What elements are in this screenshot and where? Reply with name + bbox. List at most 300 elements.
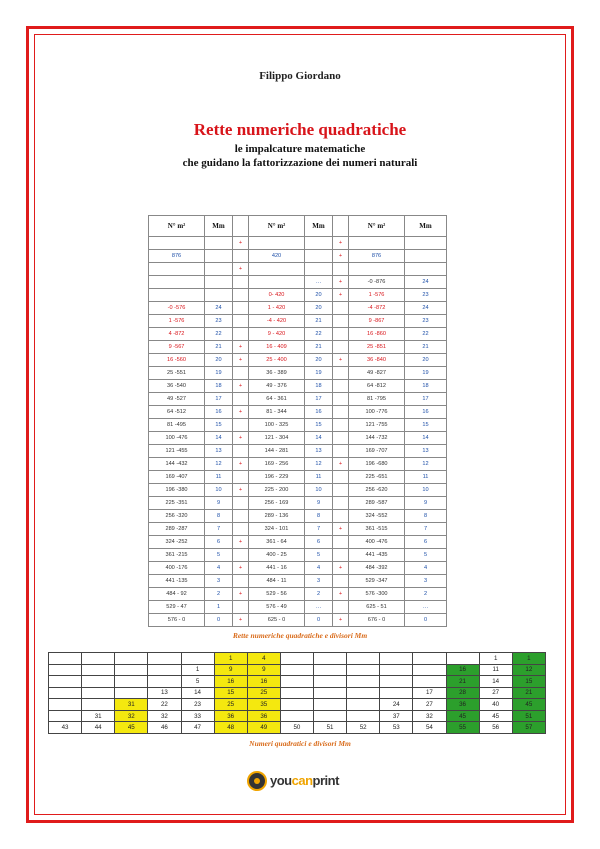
grid-cell [380,676,413,688]
table-row [149,340,447,353]
table-row [149,496,447,509]
grid-cell [49,664,82,676]
table-row [149,457,447,470]
grid-cell: 55 [446,722,479,734]
table-cell: 20 [305,353,333,366]
grid-cell: 33 [181,710,214,722]
table-cell [233,327,249,340]
grid-cell [280,664,313,676]
table-cell: 11 [405,470,447,483]
table-cell: 1 -576 [349,288,405,301]
table-cell: 3 [405,574,447,587]
grid-row [49,699,546,711]
header-cell: Mm [305,216,333,237]
grid-cell [148,676,181,688]
grid-cell [347,710,380,722]
table-cell: 36 -540 [149,379,205,392]
table-cell: 576 -300 [349,587,405,600]
table-cell: 49 -827 [349,366,405,379]
table-cell: -4 - 420 [249,314,305,327]
table-cell [233,548,249,561]
grid-cell: 43 [49,722,82,734]
table-cell [333,470,349,483]
table-cell: 49 -527 [149,392,205,405]
table-cell: 11 [205,470,233,483]
table-cell [405,249,447,262]
table-cell: 9 -567 [149,340,205,353]
table-cell: 16 -560 [149,353,205,366]
table-cell [305,236,333,249]
grid-cell [280,710,313,722]
table-cell [333,379,349,392]
table-cell: 64 -512 [149,405,205,418]
table-row [149,366,447,379]
table-cell: + [233,483,249,496]
table-cell: 12 [305,457,333,470]
table-cell: 14 [305,431,333,444]
table-row [149,444,447,457]
table-cell: 169 -407 [149,470,205,483]
table-cell [405,236,447,249]
table-cell [333,548,349,561]
table-cell: 289 - 136 [249,509,305,522]
table-cell [233,470,249,483]
table-cell: 20 [305,301,333,314]
table-cell [205,262,233,275]
table-cell [405,262,447,275]
table-cell [233,496,249,509]
grid-cell [49,653,82,665]
table-row [149,587,447,600]
table-cell: 121 -755 [349,418,405,431]
grid-cell [82,664,115,676]
table-cell [233,301,249,314]
grid-cell: 9 [214,664,247,676]
grid-cell [413,653,446,665]
table-cell: 256 - 169 [249,496,305,509]
table-cell: + [333,613,349,626]
table-cell: 10 [405,483,447,496]
table-cell: 256 -320 [149,509,205,522]
table-row [149,262,447,275]
grid-cell: 21 [512,687,545,699]
table-cell [333,535,349,548]
grid-cell: 1 [512,653,545,665]
grid-cell [413,676,446,688]
table-cell: 625 - 51 [349,600,405,613]
table-cell: 324 - 101 [249,522,305,535]
table-cell: 400 -476 [349,535,405,548]
table-row [149,288,447,301]
table-cell: 2 [205,587,233,600]
table-cell: 6 [205,535,233,548]
table-cell [149,275,205,288]
table-cell: + [333,236,349,249]
table-cell [205,275,233,288]
table-cell: + [333,522,349,535]
table-cell: 9 [205,496,233,509]
table-cell: 12 [405,457,447,470]
table-row [149,405,447,418]
table-cell [233,522,249,535]
table-cell [305,249,333,262]
table-cell: 441 -435 [349,548,405,561]
grid-cell [314,699,347,711]
table-cell: 19 [305,366,333,379]
table-row [149,379,447,392]
grid-cell: 21 [446,676,479,688]
grid-row [49,653,546,665]
table-cell: 8 [205,509,233,522]
table-cell: 22 [405,327,447,340]
table-cell: + [233,405,249,418]
grid-cell: 16 [214,676,247,688]
table-cell: + [333,275,349,288]
table-cell [233,444,249,457]
table-row [149,561,447,574]
table-cell: 16 [405,405,447,418]
table-cell [333,496,349,509]
grid-cell: 37 [380,710,413,722]
table-cell [333,431,349,444]
table-row [149,548,447,561]
grid-cell: 47 [181,722,214,734]
table-cell: 18 [205,379,233,392]
table-cell: 676 - 0 [349,613,405,626]
subtitle-line-1: le impalcature matematiche [234,143,366,155]
grid-cell: 36 [214,710,247,722]
table-cell: 7 [205,522,233,535]
table-row [149,574,447,587]
table-cell: 21 [305,314,333,327]
grid-cell: 27 [413,699,446,711]
grid-cell [115,653,148,665]
table-cell: 14 [205,431,233,444]
table-cell: 25 - 400 [249,353,305,366]
table-cell: 196 -380 [149,483,205,496]
table-cell [249,275,305,288]
table-cell: + [233,262,249,275]
table-cell: 25 -851 [349,340,405,353]
quadratic-grid-table [48,652,546,734]
grid-cell: 23 [181,699,214,711]
table-cell: 576 - 0 [149,613,205,626]
grid-cell: 32 [148,710,181,722]
table-cell [333,314,349,327]
table-cell: 196 - 229 [249,470,305,483]
table-cell: 15 [405,418,447,431]
table-cell: 6 [305,535,333,548]
table-cell [205,288,233,301]
grid-cell: 51 [512,710,545,722]
table-cell: + [233,353,249,366]
table-cell: -0 -576 [149,301,205,314]
table-cell: 121 - 304 [249,431,305,444]
grid-cell [314,664,347,676]
table-cell [333,405,349,418]
grid-row [49,710,546,722]
table-cell: + [233,379,249,392]
table-cell: 20 [205,353,233,366]
table-cell: 24 [405,275,447,288]
table-cell [233,288,249,301]
grid-caption: Numeri quadratici e divisori Mm [249,739,351,748]
table-cell [149,262,205,275]
table-cell: 10 [205,483,233,496]
table-cell: 169 -707 [349,444,405,457]
grid-cell: 22 [148,699,181,711]
table-cell [333,262,349,275]
grid-cell: 36 [247,710,280,722]
table-cell: 529 -347 [349,574,405,587]
grid-cell [148,653,181,665]
table-cell: 4 [305,561,333,574]
table-row [149,392,447,405]
grid-cell: 46 [148,722,181,734]
grid-cell [49,687,82,699]
grid-cell: 52 [347,722,380,734]
table-cell [333,392,349,405]
header-cell: Mm [405,216,447,237]
grid-cell [49,699,82,711]
table-cell: + [233,535,249,548]
table-cell: + [233,457,249,470]
table-cell: 121 -455 [149,444,205,457]
table-cell: 15 [205,418,233,431]
table-row [149,353,447,366]
table-cell: 0 [205,613,233,626]
table-cell [233,574,249,587]
grid-cell: 27 [479,687,512,699]
table-cell: 876 [349,249,405,262]
table-cell: + [233,613,249,626]
table-cell [233,275,249,288]
grid-wrap [48,652,546,734]
grid-cell [280,676,313,688]
grid-cell: 36 [446,699,479,711]
table-cell: 225 - 200 [249,483,305,496]
table-cell: 5 [405,548,447,561]
table-cell: 81 - 344 [249,405,305,418]
table-cell [233,509,249,522]
grid-cell: 56 [479,722,512,734]
grid-cell [446,653,479,665]
table-cell [233,418,249,431]
table-row [149,236,447,249]
table-cell [333,509,349,522]
grid-cell: 44 [82,722,115,734]
table-cell: + [233,340,249,353]
header-cell: N° m² [349,216,405,237]
table-cell: 420 [249,249,305,262]
grid-cell [49,710,82,722]
table-cell: 8 [305,509,333,522]
header-cell: Mm [205,216,233,237]
table-cell: 7 [305,522,333,535]
table-row [149,483,447,496]
grid-cell [314,687,347,699]
table-cell [333,444,349,457]
table-cell: 49 - 376 [249,379,305,392]
grid-cell [314,676,347,688]
grid-row [49,676,546,688]
grid-cell: 1 [214,653,247,665]
table-cell: 9 [405,496,447,509]
table-cell: 225 -351 [149,496,205,509]
table-cell: + [333,249,349,262]
table-cell: 1 - 420 [249,301,305,314]
table-caption: Rette numeriche quadratiche e divisori Mm [232,631,368,640]
table-cell [249,236,305,249]
table-cell: 23 [405,314,447,327]
grid-cell: 25 [214,699,247,711]
table-cell [249,262,305,275]
grid-cell: 15 [214,687,247,699]
table-row [149,535,447,548]
grid-cell: 45 [115,722,148,734]
table-cell: 16 -860 [349,327,405,340]
grid-cell: 4 [247,653,280,665]
table-cell: 361 -215 [149,548,205,561]
table-row [149,522,447,535]
table-cell: 22 [205,327,233,340]
table-row [149,314,447,327]
grid-cell [380,664,413,676]
grid-cell: 14 [181,687,214,699]
author: Filippo Giordano [259,70,341,82]
table-cell [333,483,349,496]
table-cell: 13 [205,444,233,457]
table-cell: 23 [205,314,233,327]
grid-cell [280,687,313,699]
table-header-row [149,216,447,237]
table-cell [349,236,405,249]
table-cell: 529 - 47 [149,600,205,613]
table-cell: + [233,236,249,249]
logo-icon [247,771,267,791]
table-cell: 16 [205,405,233,418]
table-cell: 0- 420 [249,288,305,301]
table-cell: 7 [405,522,447,535]
table-cell: 17 [205,392,233,405]
table-cell: 5 [205,548,233,561]
table-cell [305,262,333,275]
table-cell: + [233,561,249,574]
grid-cell [347,676,380,688]
table-cell: 196 -680 [349,457,405,470]
table-cell: 15 [305,418,333,431]
grid-cell [280,653,313,665]
table-cell: 225 -651 [349,470,405,483]
table-row [149,275,447,288]
grid-cell: 1 [479,653,512,665]
table-cell: … [305,275,333,288]
header-cell [333,216,349,237]
table-cell: 21 [405,340,447,353]
table-cell: 14 [405,431,447,444]
table-cell: + [333,457,349,470]
table-cell: 441 - 16 [249,561,305,574]
grid-cell: 53 [380,722,413,734]
grid-cell [82,699,115,711]
table-cell: 3 [205,574,233,587]
table-cell [233,600,249,613]
table-cell: … [405,600,447,613]
header-cell: N° m² [149,216,205,237]
table-cell [333,340,349,353]
table-row [149,509,447,522]
grid-cell: 32 [413,710,446,722]
table-cell [333,574,349,587]
table-cell [349,262,405,275]
grid-cell [314,653,347,665]
table-row [149,470,447,483]
grid-cell [347,687,380,699]
grid-cell [413,664,446,676]
table-cell: 24 [205,301,233,314]
table-cell: 361 -515 [349,522,405,535]
grid-cell: 32 [115,710,148,722]
table-cell: 21 [305,340,333,353]
table-cell [333,418,349,431]
table-cell: 18 [305,379,333,392]
table-cell: 9 -867 [349,314,405,327]
grid-cell [115,676,148,688]
table-cell [333,327,349,340]
grid-cell [82,676,115,688]
grid-cell [82,653,115,665]
table-row [149,613,447,626]
table-cell: 22 [305,327,333,340]
table-cell: 0 [305,613,333,626]
table-cell: 64 - 361 [249,392,305,405]
table-cell: 12 [205,457,233,470]
grid-cell [347,664,380,676]
table-cell: 81 -795 [349,392,405,405]
table-cell: -0 -876 [349,275,405,288]
table-cell: 361 - 64 [249,535,305,548]
table-cell: 400 -176 [149,561,205,574]
grid-cell: 51 [314,722,347,734]
grid-cell: 50 [280,722,313,734]
grid-cell: 16 [446,664,479,676]
book-title: Rette numeriche quadratiche [193,120,407,139]
table-cell [233,366,249,379]
table-cell [205,236,233,249]
table-cell: 19 [405,366,447,379]
table-cell: 17 [405,392,447,405]
grid-cell: 12 [512,664,545,676]
grid-row [49,687,546,699]
grid-cell: 40 [479,699,512,711]
grid-cell: 11 [479,664,512,676]
grid-cell: 54 [413,722,446,734]
table-cell: 20 [405,353,447,366]
table-cell: + [333,587,349,600]
table-cell: 18 [405,379,447,392]
grid-cell: 45 [479,710,512,722]
grid-cell: 31 [82,710,115,722]
table-cell: 441 -135 [149,574,205,587]
table-cell: 324 -252 [149,535,205,548]
table-row [149,249,447,262]
table-cell: 19 [205,366,233,379]
table-cell: 289 -287 [149,522,205,535]
grid-cell: 1 [181,664,214,676]
table-cell [233,249,249,262]
grid-cell: 15 [512,676,545,688]
table-cell: 2 [405,587,447,600]
